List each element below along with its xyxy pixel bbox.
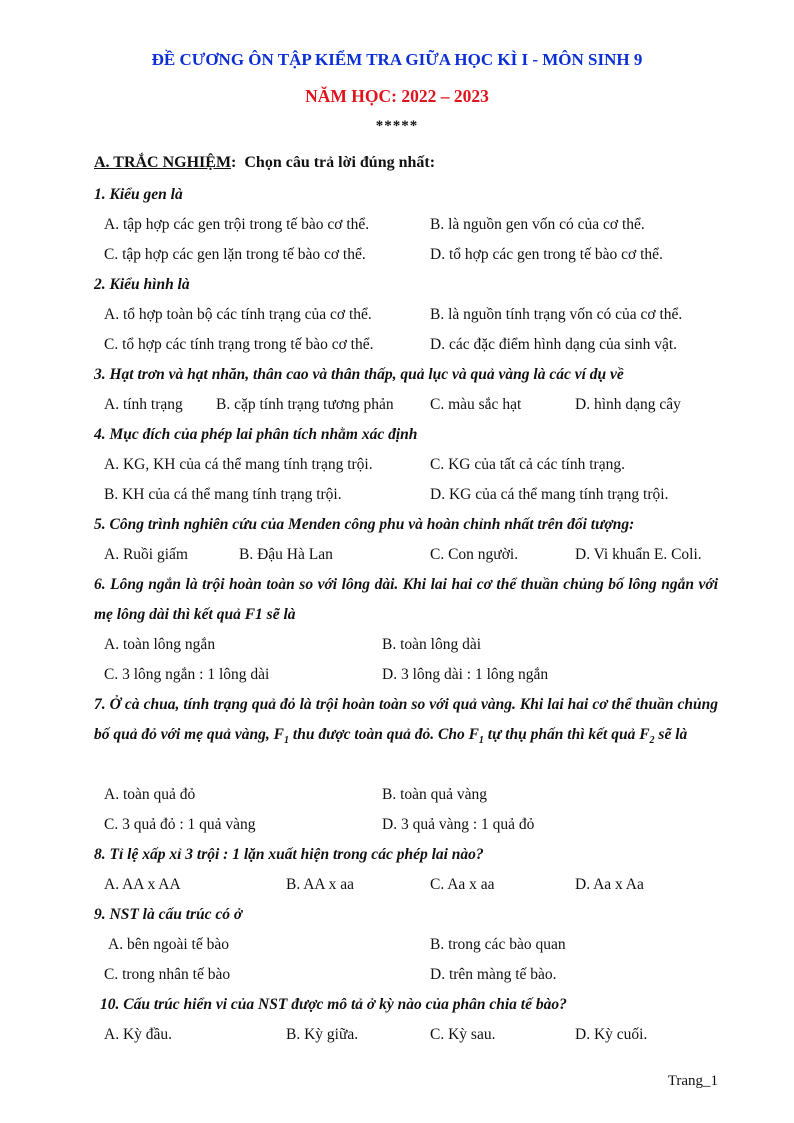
q4-option-c: C. KG của tất cả các tính trạng. [430, 456, 625, 473]
q2-option-d: D. các đặc điểm hình dạng của sinh vật. [430, 336, 678, 353]
question-6: 6. Lông ngắn là trội hoàn toàn so với lông dài. Khi lai hai cơ thể thuần chủng bố lông ngắn với mẹ lông dài thì kết quả F1 sẽ là [94, 576, 718, 623]
q9-option-d: D. trên màng tế bào. [430, 966, 557, 983]
question-4: 4. Mục đích của phép lai phân tích nhằm xác định [94, 426, 418, 443]
q4-option-d: D. KG của cá thể mang tính trạng trội. [430, 486, 669, 503]
q9-option-b: B. trong các bào quan [430, 936, 566, 953]
q7-text-3: tự thụ phấn thì kết quả F [483, 726, 650, 743]
q9-option-a: A. bên ngoài tế bào [108, 936, 229, 953]
q2-option-a: A. tổ hợp toàn bộ các tính trạng của cơ thể. [104, 306, 372, 323]
q2-option-c: C. tổ hợp các tính trạng trong tế bào cơ thể. [104, 336, 374, 353]
q7-option-b: B. toàn quả vàng [382, 786, 488, 803]
section-heading [94, 154, 435, 172]
q1-option-c: C. tập hợp các gen lặn trong tế bào cơ thể. [104, 246, 366, 263]
q9-option-c: C. trong nhân tế bào [104, 966, 231, 983]
q6-option-c: C. 3 lông ngắn : 1 lông dài [104, 666, 270, 683]
q1-option-a: A. tập hợp các gen trội trong tế bào cơ thể. [104, 216, 370, 233]
question-1: 1. Kiểu gen là [94, 186, 183, 203]
q10-option-a: A. Kỳ đầu. [104, 1026, 173, 1043]
q7-option-d: D. 3 quả vàng : 1 quả đỏ [382, 816, 535, 833]
q3-option-a: A. tính trạng [104, 396, 183, 413]
page-number: Trang_1 [667, 1073, 718, 1089]
q8-option-c: C. Aa x aa [430, 876, 495, 893]
q5-option-d: D. Vi khuẩn E. Coli. [575, 546, 702, 563]
q5-option-c: C. Con người. [430, 546, 519, 563]
q8-option-d: D. Aa x Aa [575, 876, 644, 893]
question-10: 10. Cấu trúc hiển vi của NST được mô tả ở kỳ nào của phân chia tế bào? [100, 996, 567, 1013]
q8-option-b: B. AA x aa [286, 876, 355, 893]
q4-option-b: B. KH của cá thể mang tính trạng trội. [104, 486, 342, 503]
question-8: 8. Tỉ lệ xấp xỉ 3 trội : 1 lặn xuất hiện trong các phép lai nào? [94, 846, 484, 863]
q3-option-b: B. cặp tính trạng tương phản [216, 396, 394, 413]
section-instruction: Chọn câu trả lời đúng nhất: [244, 154, 436, 171]
question-2: 2. Kiểu hình là [94, 276, 190, 293]
question-7 [94, 690, 718, 756]
q2-option-b: B. là nguồn tính trạng vốn có của cơ thể. [430, 306, 683, 323]
school-year: NĂM HỌC: 2022 – 2023 [305, 86, 489, 106]
question-9: 9. NST là cấu trúc có ở [94, 906, 243, 923]
question-5: 5. Công trình nghiên cứu của Menden công phu và hoàn chỉnh nhất trên đối tượng: [94, 516, 635, 533]
q7-sub-1: 1 [284, 735, 290, 747]
q6-option-b: B. toàn lông dài [382, 636, 482, 653]
stars-separator: ***** [375, 118, 419, 134]
q7-text-2: thu được toàn quả đỏ. Cho F [289, 726, 479, 743]
q10-option-c: C. Kỳ sau. [430, 1026, 496, 1043]
q5-option-a: A. Ruồi giấm [104, 546, 188, 563]
q4-option-a: A. KG, KH của cá thể mang tính trạng trội. [104, 456, 373, 473]
q8-option-a: A. AA x AA [104, 876, 181, 893]
q1-option-b: B. là nguồn gen vốn có của cơ thể. [430, 216, 645, 233]
q6-option-a: A. toàn lông ngắn [104, 636, 216, 653]
q10-option-b: B. Kỳ giữa. [286, 1026, 359, 1043]
document-title: ĐỀ CƯƠNG ÔN TẬP KIỂM TRA GIỮA HỌC KÌ I - MÔN SINH 9 [151, 50, 643, 69]
q3-option-d: D. hình dạng cây [575, 396, 681, 413]
q7-sub-3: 2 [649, 735, 655, 747]
q1-option-d: D. tổ hợp các gen trong tế bào cơ thể. [430, 246, 663, 263]
q7-text-4: sẽ là [654, 726, 688, 743]
q5-option-b: B. Đậu Hà Lan [239, 546, 333, 563]
q7-text-1: 7. Ở cà chua, tính trạng quả đỏ là trội hoàn toàn so với quả vàng. Khi lai hai cơ thể thuần chủng bố quả đỏ với mẹ quả vàng, F [94, 696, 718, 743]
q3-option-c: C. màu sắc hạt [430, 396, 522, 413]
q6-option-d: D. 3 lông dài : 1 lông ngắn [382, 666, 549, 683]
q7-option-c: C. 3 quả đỏ : 1 quả vàng [104, 816, 256, 833]
q7-sub-2: 1 [478, 735, 484, 747]
section-name: A. TRẮC NGHIỆM [94, 154, 232, 171]
section-colon: : [231, 154, 237, 171]
q10-option-d: D. Kỳ cuối. [575, 1026, 648, 1043]
question-3: 3. Hạt trơn và hạt nhăn, thân cao và thân thấp, quả lục và quả vàng là các ví dụ về [94, 366, 624, 383]
q7-option-a: A. toàn quả đỏ [104, 786, 196, 803]
